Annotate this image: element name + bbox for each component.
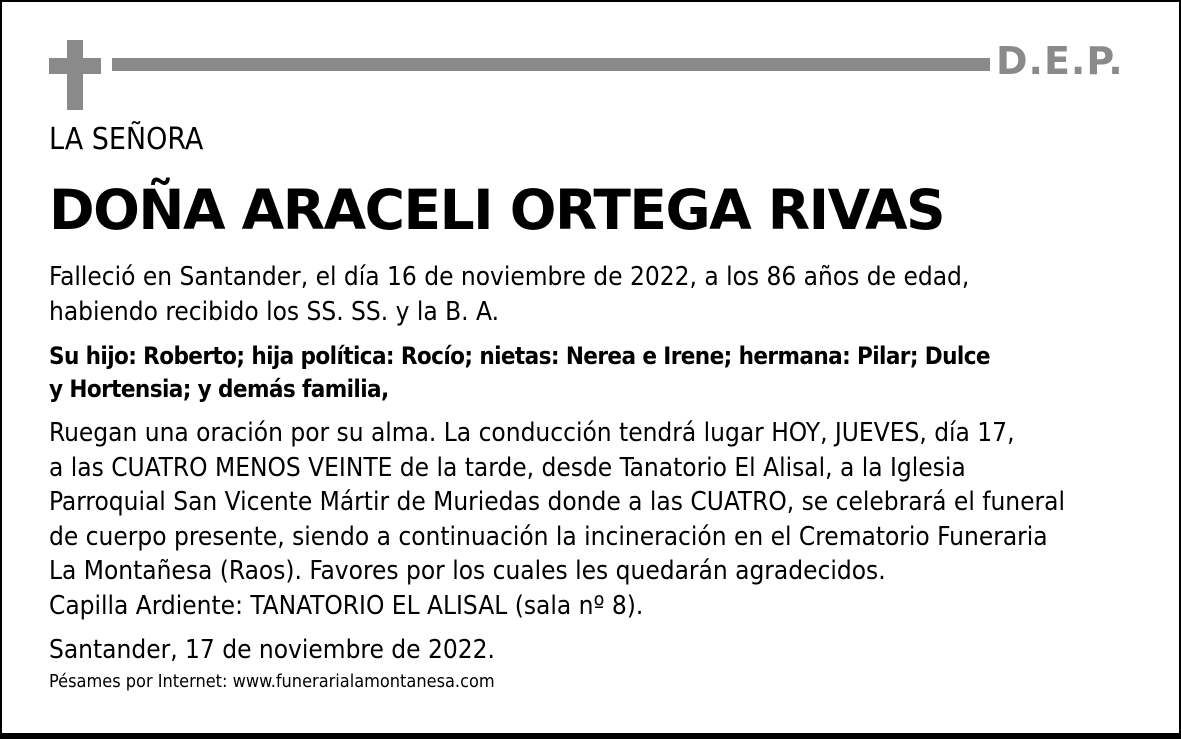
death-notice-line: Falleció en Santander, el día 16 de noviembre de 2022, a los 86 años de edad, xyxy=(49,262,970,292)
service-line: Parroquial San Vicente Mártir de Muriedas donde a las CUATRO, se celebrará el funeral xyxy=(49,487,1065,517)
dep-label: D.E.P. xyxy=(996,39,1124,83)
death-notice-line: habiendo recibido los SS. SS. y la B. A. xyxy=(49,296,499,327)
family-line: Su hijo: Roberto; hija política: Rocío; nietas: Nerea e Irene; hermana: Pilar; Dulce xyxy=(49,342,990,370)
header-rule xyxy=(112,58,990,71)
service-line: de cuerpo presente, siendo a continuación la incineración en el Crematorio Funeraria xyxy=(49,521,1048,552)
family-list xyxy=(49,340,990,406)
service-line: Ruegan una oración por su alma. La conducción tendrá lugar HOY, JUEVES, día 17, xyxy=(49,418,1015,448)
service-details xyxy=(49,416,1065,623)
place-date: Santander, 17 de noviembre de 2022. xyxy=(49,635,495,665)
honorific-title: LA SEÑORA xyxy=(49,122,204,157)
death-notice xyxy=(49,260,969,329)
deceased-name: DOÑA ARACELI ORTEGA RIVAS xyxy=(49,178,945,242)
condolences-web: Pésames por Internet: www.funerarialamontanesa.com xyxy=(49,671,495,692)
service-line: a las CUATRO MENOS VEINTE de la tarde, desde Tanatorio El Alisal, a la Iglesia xyxy=(49,452,966,483)
service-line: Capilla Ardiente: TANATORIO EL ALISAL (sala nº 8). xyxy=(49,590,644,621)
service-line: La Montañesa (Raos). Favores por los cuales les quedarán agradecidos. xyxy=(49,556,886,586)
family-line: y Hortensia; y demás familia, xyxy=(49,375,389,403)
cross-icon xyxy=(49,40,101,110)
